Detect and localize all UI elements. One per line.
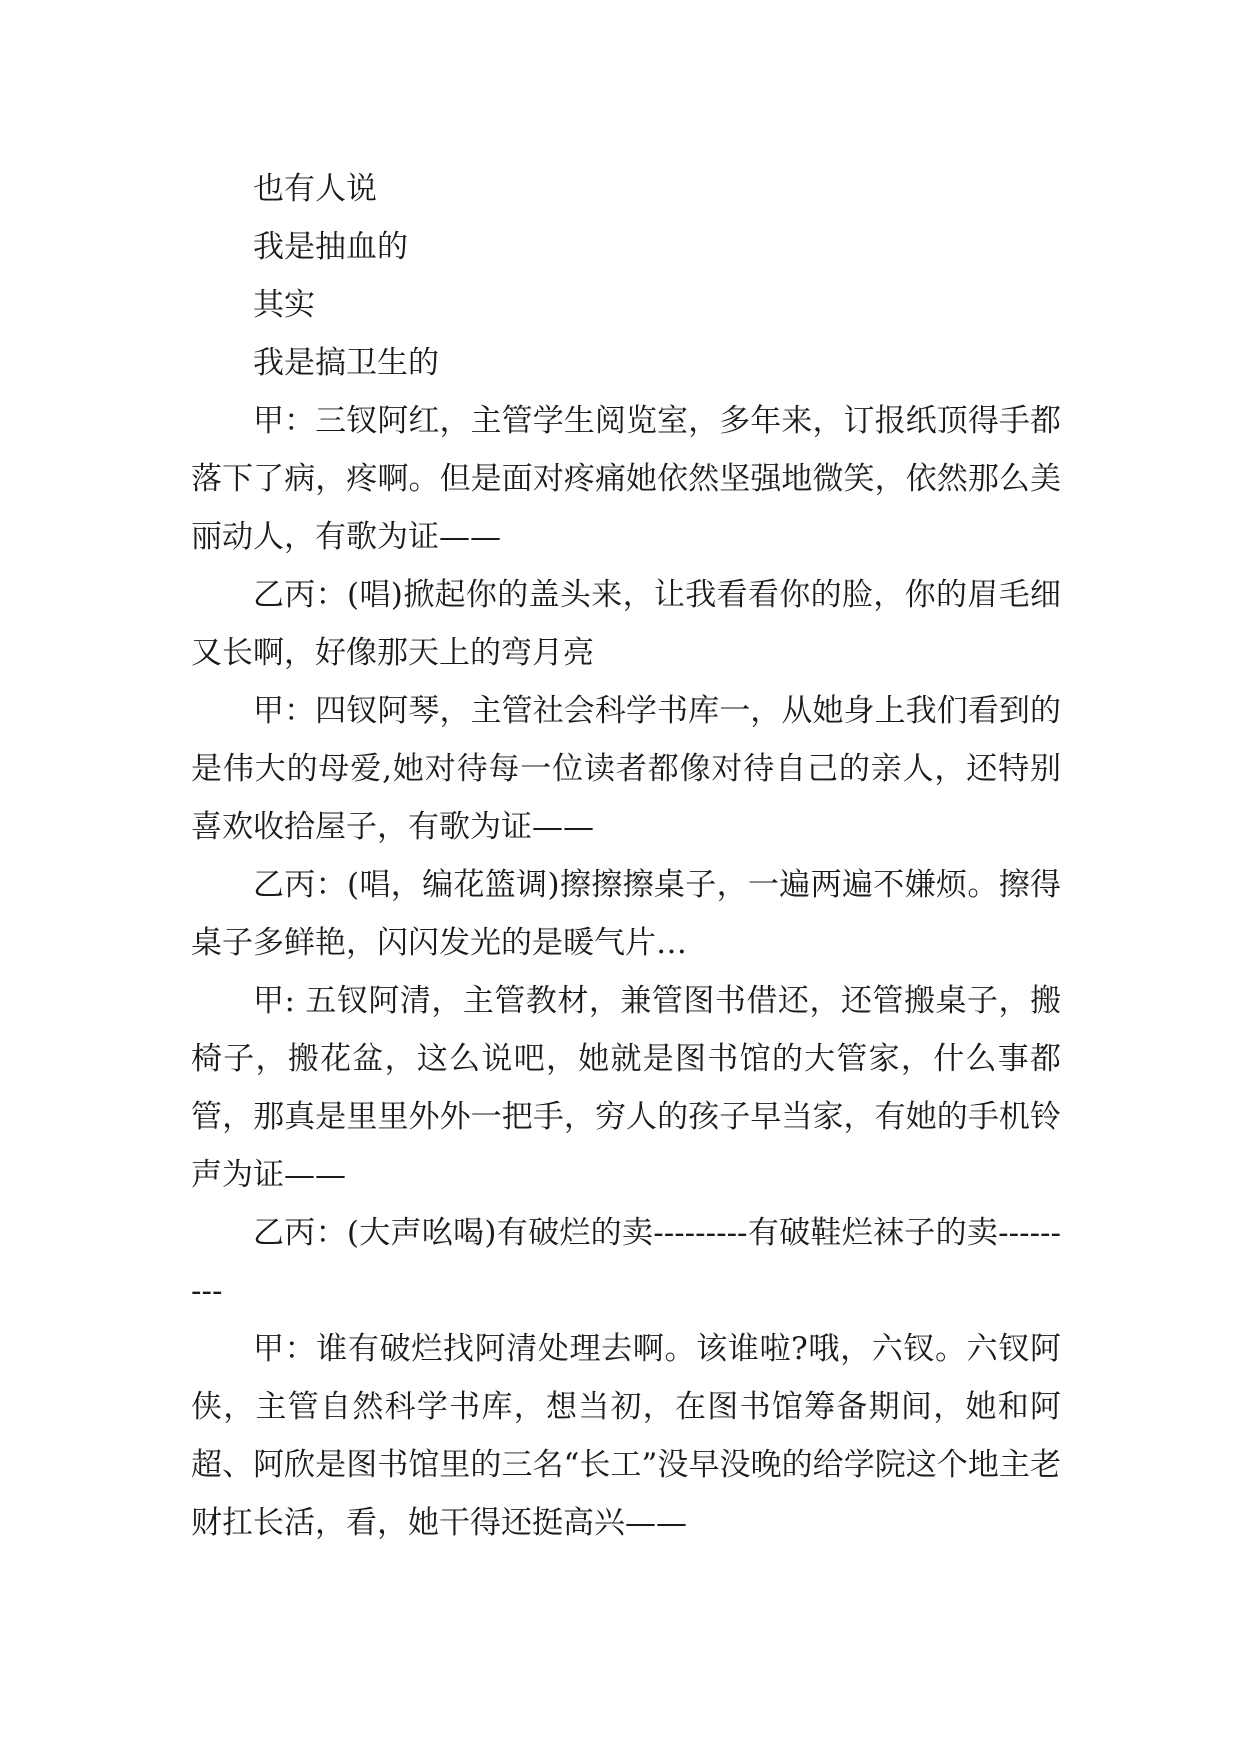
paragraph: 我是抽血的 (253, 229, 408, 265)
paragraph: 其实 (253, 287, 315, 323)
paragraph: 甲：谁有破烂找阿清处理去啊。该谁啦?哦，六钗。六钗阿侠，主管自然科学书库，想当初，在图书馆筹备期间，她和阿超、阿欣是图书馆里的三名“长工”没早没晚的给学院这个地主老财扛长活，看，她干得还挺高兴—— (191, 1331, 1061, 1541)
paragraph: 甲: 五钗阿清，主管教材，兼管图书借还，还管搬桌子，搬椅子，搬花盆，这么说吧，她就是图书馆的大管家，什么事都管，那真是里里外外一把手，穷人的孩子早当家，有她的手机铃声为证—— (191, 983, 1061, 1193)
paragraph: 乙丙：(大声吆喝)有破烂的卖---------有破鞋烂袜子的卖--------- (191, 1215, 1061, 1309)
paragraph: 也有人说 (253, 171, 377, 207)
paragraph: 乙丙：(唱)掀起你的盖头来，让我看看你的脸，你的眉毛细又长啊，好像那天上的弯月亮 (191, 577, 1061, 671)
paragraph: 甲：四钗阿琴，主管社会科学书库一，从她身上我们看到的是伟大的母爱,她对待每一位读者都像对待自己的亲人，还特别喜欢收拾屋子，有歌为证—— (191, 693, 1061, 845)
paragraph: 甲：三钗阿红，主管学生阅览室，多年来，订报纸顶得手都落下了病，疼啊。但是面对疼痛她依然坚强地微笑，依然那么美丽动人，有歌为证—— (191, 403, 1061, 555)
paragraph: 乙丙：(唱，编花篮调)擦擦擦桌子，一遍两遍不嫌烦。擦得桌子多鲜艳，闪闪发光的是暖气片… (191, 867, 1061, 961)
script-text (191, 160, 1061, 1552)
paragraph: 我是搞卫生的 (253, 345, 439, 381)
